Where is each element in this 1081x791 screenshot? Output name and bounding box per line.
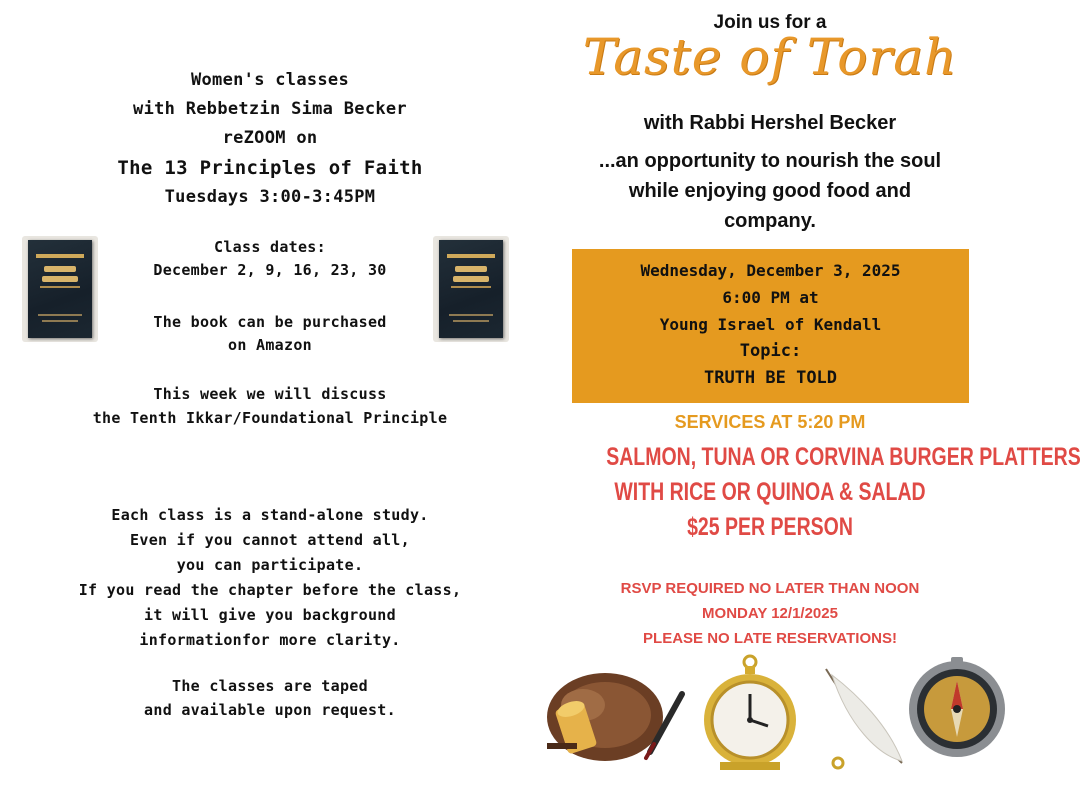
class-topic-title: The 13 Principles of Faith xyxy=(117,157,423,179)
rsvp-line: PLEASE NO LATE RESERVATIONS! xyxy=(643,630,897,647)
weekly-topic-line: This week we will discuss xyxy=(153,385,387,403)
weekly-topic xyxy=(40,382,500,430)
note-line: Even if you cannot attend all, xyxy=(130,531,410,549)
intro-line: Women's classes xyxy=(190,70,350,90)
note-line: If you read the chapter before the class, xyxy=(78,581,462,599)
rsvp-line: MONDAY 12/1/2025 xyxy=(702,605,838,622)
intro-line: with Rebbetzin Sima Becker xyxy=(133,99,407,119)
taped-line: and available upon request. xyxy=(144,701,396,719)
note-line: it will give you background xyxy=(144,606,396,624)
taped-line: The classes are taped xyxy=(172,677,368,695)
taped-note xyxy=(40,674,500,722)
event-venue: Young Israel of Kendall xyxy=(659,315,882,334)
class-intro xyxy=(40,66,500,212)
purchase-line: on Amazon xyxy=(228,336,312,354)
event-details-box xyxy=(572,249,969,403)
rsvp-notice xyxy=(560,576,980,651)
description-line: while enjoying good food and xyxy=(628,180,912,202)
event-time: 6:00 PM at xyxy=(722,288,819,307)
intro-line: reZOOM on xyxy=(222,128,318,148)
standalone-note xyxy=(40,503,500,653)
event-description xyxy=(560,146,980,236)
rabbi-name: with Rabbi Hershel Becker xyxy=(643,112,897,134)
note-line: you can participate. xyxy=(176,556,364,574)
class-schedule: Tuesdays 3:00-3:45PM xyxy=(164,187,376,207)
price-line: $25 PER PERSON xyxy=(687,513,853,541)
description-line: ...an opportunity to nourish the soul xyxy=(598,150,942,172)
menu-line: SALMON, TUNA OR CORVINA BURGER PLATTERS xyxy=(606,443,1081,471)
topic-label: Topic: xyxy=(739,341,802,361)
dates-label: Class dates: xyxy=(214,238,326,256)
services-time: SERVICES AT 5:20 PM xyxy=(674,412,866,432)
rsvp-line: RSVP REQUIRED NO LATER THAN NOON xyxy=(620,580,920,597)
compass-icon xyxy=(905,655,1010,760)
weekly-topic-line: the Tenth Ikkar/Foundational Principle xyxy=(92,409,448,427)
description-line: company. xyxy=(724,210,816,232)
topic-title: TRUTH BE TOLD xyxy=(703,368,838,388)
pocket-watch-icon xyxy=(700,652,800,772)
purchase-line: The book can be purchased xyxy=(153,313,387,331)
dates-list: December 2, 9, 16, 23, 30 xyxy=(153,261,387,279)
note-line: informationfor more clarity. xyxy=(139,631,401,649)
class-dates xyxy=(40,236,500,282)
fountain-pen-icon xyxy=(640,690,690,760)
note-line: Each class is a stand-alone study. xyxy=(111,506,429,524)
book-purchase-note xyxy=(40,311,500,357)
quill-feather-icon xyxy=(818,665,908,770)
join-heading: Join us for a xyxy=(713,12,827,33)
event-brand-title: Taste of Torah xyxy=(582,28,958,86)
event-date: Wednesday, December 3, 2025 xyxy=(640,261,901,280)
menu-line: WITH RICE OR QUINOA & SALAD xyxy=(614,478,926,506)
menu-details xyxy=(606,440,1081,545)
